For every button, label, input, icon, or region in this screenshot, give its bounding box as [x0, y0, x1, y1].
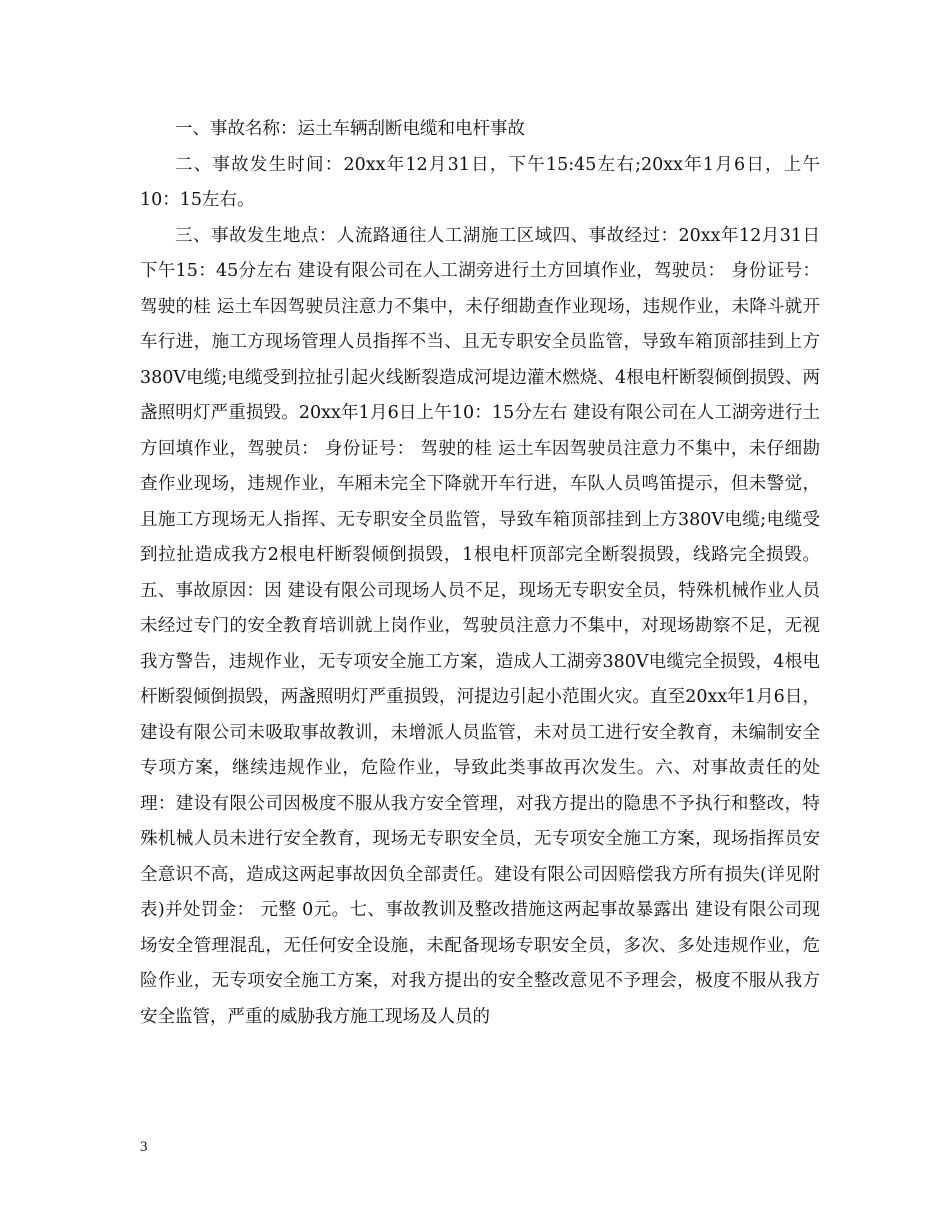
paragraph-accident-name: 一、事故名称：运土车辆刮断电缆和电杆事故 [175, 119, 525, 139]
paragraph-accident-time: 二、事故发生时间：20xx年12月31日，下午15:45左右;20xx年1月6日，上午10：15左右。 [140, 154, 820, 210]
paragraph-accident-details: 三、事故发生地点：人流路通往人工湖施工区域四、事故经过：20xx年12月31日下午15：45分左右 建设有限公司在人工湖旁进行土方回填作业，驾驶员： 身份证号： 驾驶的桂 运土车因驾驶员注意力不集中，未仔细勘查作业现场，违规作业，未降斗就开车行进，施工方现场管理人员指挥不当、且无专职安全员监管，导致车箱顶部挂到上方380V电缆;电缆受到拉扯引起火线断裂造成河堤边灌木燃烧、4根电杆断裂倾倒损毁、两盏照明灯严重损毁。20xx年1月6日上午10：15分左右 建设有限公司在人工湖旁进行土方回填作业，驾驶员： 身份证号： 驾驶的桂 运土车因驾驶员注意力不集中，未仔细勘查作业现场，违规作业，车厢未完全下降就开车行进，车队人员鸣笛提示，但未警觉，且施工方现场无人指挥、无专职安全员监管，导致车箱顶部挂到上方380V电缆;电缆受到拉扯造成我方2根电杆断裂倾倒损毁，1根电杆顶部完全断裂损毁，线路完全损毁。五、事故原因：因 建设有限公司现场人员不足，现场无专职安全员，特殊机械作业人员未经过专门的安全教育培训就上岗作业，驾驶员注意力不集中，对现场勘察不足，无视我方警告，违规作业，无专项安全施工方案，造成人工湖旁380V电缆完全损毁，4根电杆断裂倾倒损毁，两盏照明灯严重损毁，河提边引起小范围火灾。直至20xx年1月6日，建设有限公司未吸取事故教训，未增派人员监管，未对员工进行安全教育，未编制安全专项方案，继续违规作业，危险作业，导致此类事故再次发生。六、对事故责任的处理：建设有限公司因极度不服从我方安全管理，对我方提出的隐患不予执行和整改，特殊机械人员未进行安全教育，现场无专职安全员，无专项安全施工方案，现场指挥员安全意识不高，造成这两起事故因负全部责任。建设有限公司因赔偿我方所有损失(详见附表)并处罚金： 元整 0元。七、事故教训及整改措施这两起事故暴露出 建设有限公司现场安全管理混乱，无任何安全设施，未配备现场专职安全员，多次、多处违规作业，危险作业，无专项安全施工方案，对我方提出的安全整改意见不予理会，极度不服从我方安全监管，严重的威胁我方施工现场及人员的 [140, 225, 820, 1027]
document-body [140, 112, 820, 1035]
page-number: 3 [140, 1139, 148, 1155]
